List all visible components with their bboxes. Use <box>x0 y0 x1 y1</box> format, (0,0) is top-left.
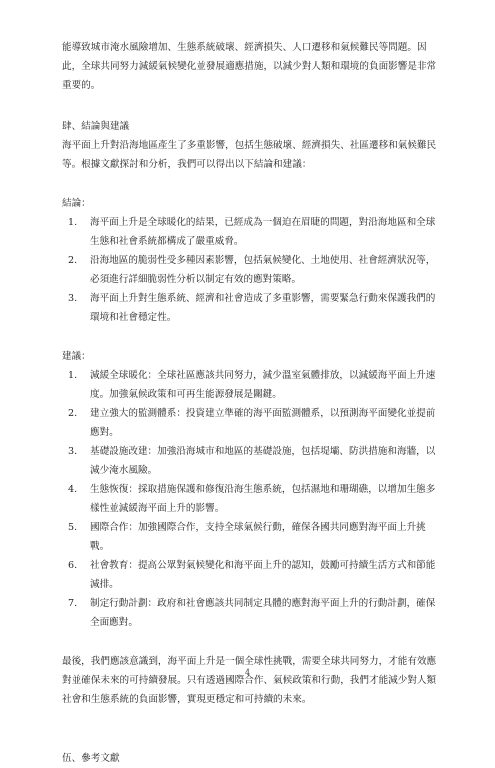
list-item <box>68 251 444 289</box>
list-text: 社會教育：提高公眾對氣候變化和海平面上升的認知，鼓勵可持續生活方式和節能減排。 <box>90 560 436 590</box>
list-text: 基礎設施改建：加強沿海城市和地區的基礎設施，包括堤壩、防洪措施和海牆，以減少淹水風險。 <box>90 446 436 476</box>
section-heading-references: 伍、參考文獻 <box>62 753 120 764</box>
list-text: 建立強大的監測體系：投資建立準確的海平面監測體系，以預測海平面變化並提前應對。 <box>90 408 436 438</box>
list-number: 5. <box>68 522 78 533</box>
list-item <box>68 366 444 404</box>
list-number: 2. <box>68 408 78 419</box>
list-item <box>68 289 444 327</box>
page-number: 4 <box>244 668 251 677</box>
list-number: 3. <box>68 293 78 304</box>
list-text: 減緩全球暖化：全球社區應該共同努力，減少溫室氣體排放，以減緩海平面上升速度。加強氣候政策和可再生能源發展是關鍵。 <box>90 370 436 400</box>
list-item <box>68 213 444 251</box>
list-number: 1. <box>68 217 78 228</box>
list-item <box>68 442 444 480</box>
list-item <box>68 518 444 556</box>
closing-paragraph: 最後，我們應該意識到，海平面上升是一個全球性挑戰，需要全球共同努力，才能有效應對並確保未來的可持續發展。只有透過國際合作、氣候政策和行動，我們才能減少對人類社會和生態系統的負面影響，實現更穩定和可持續的未來。 <box>62 656 437 705</box>
recommendations-list <box>62 366 444 632</box>
list-text: 海平面上升對生態系統、經濟和社會造成了多重影響，需要緊急行動來保護我們的環境和社會穩定性。 <box>90 293 436 323</box>
conclusions-list <box>62 213 444 327</box>
section-heading-conclusions: 肆、結論與建議 <box>62 121 130 132</box>
list-number: 6. <box>68 560 78 571</box>
list-text: 國際合作：加強國際合作，支持全球氣候行動，確保各國共同應對海平面上升挑戰。 <box>90 522 426 552</box>
list-item <box>68 404 444 442</box>
conclusions-label: 結論： <box>62 198 91 209</box>
section-paragraph: 海平面上升對沿海地區產生了多重影響，包括生態破壞、經濟損失、社區遷移和氣候難民等。根據文獻探討和分析，我們可以得出以下結論和建議： <box>62 140 437 170</box>
list-number: 4. <box>68 484 78 495</box>
recommendations-label: 建議： <box>62 351 91 362</box>
list-number: 2. <box>68 255 78 266</box>
document-page <box>62 38 444 768</box>
list-item <box>68 480 444 518</box>
list-number: 1. <box>68 370 78 381</box>
list-number: 7. <box>68 598 78 609</box>
intro-paragraph: 能導致城市淹水風險增加、生態系統破壞、經濟損失、人口遷移和氣候難民等問題。因此，全球共同努力減緩氣候變化並發展適應措施，以減少對人類和環境的負面影響是非常重要的。 <box>62 42 437 91</box>
list-item <box>68 556 444 594</box>
list-number: 3. <box>68 446 78 457</box>
list-text: 沿海地區的脆弱性受多種因素影響，包括氣候變化、土地使用、社會經濟狀況等，必須進行詳細脆弱性分析以制定有效的應對策略。 <box>90 255 436 285</box>
list-text: 制定行動計劃：政府和社會應該共同制定具體的應對海平面上升的行動計劃，確保全面應對。 <box>90 598 436 628</box>
list-text: 生態恢復：採取措施保護和修復沿海生態系統，包括濕地和珊瑚礁，以增加生態多樣性並減緩海平面上升的影響。 <box>90 484 436 514</box>
list-item <box>68 594 444 632</box>
list-text: 海平面上升是全球暖化的結果，已經成為一個迫在眉睫的問題，對沿海地區和全球生態和社會系統都構成了嚴重威脅。 <box>90 217 436 247</box>
